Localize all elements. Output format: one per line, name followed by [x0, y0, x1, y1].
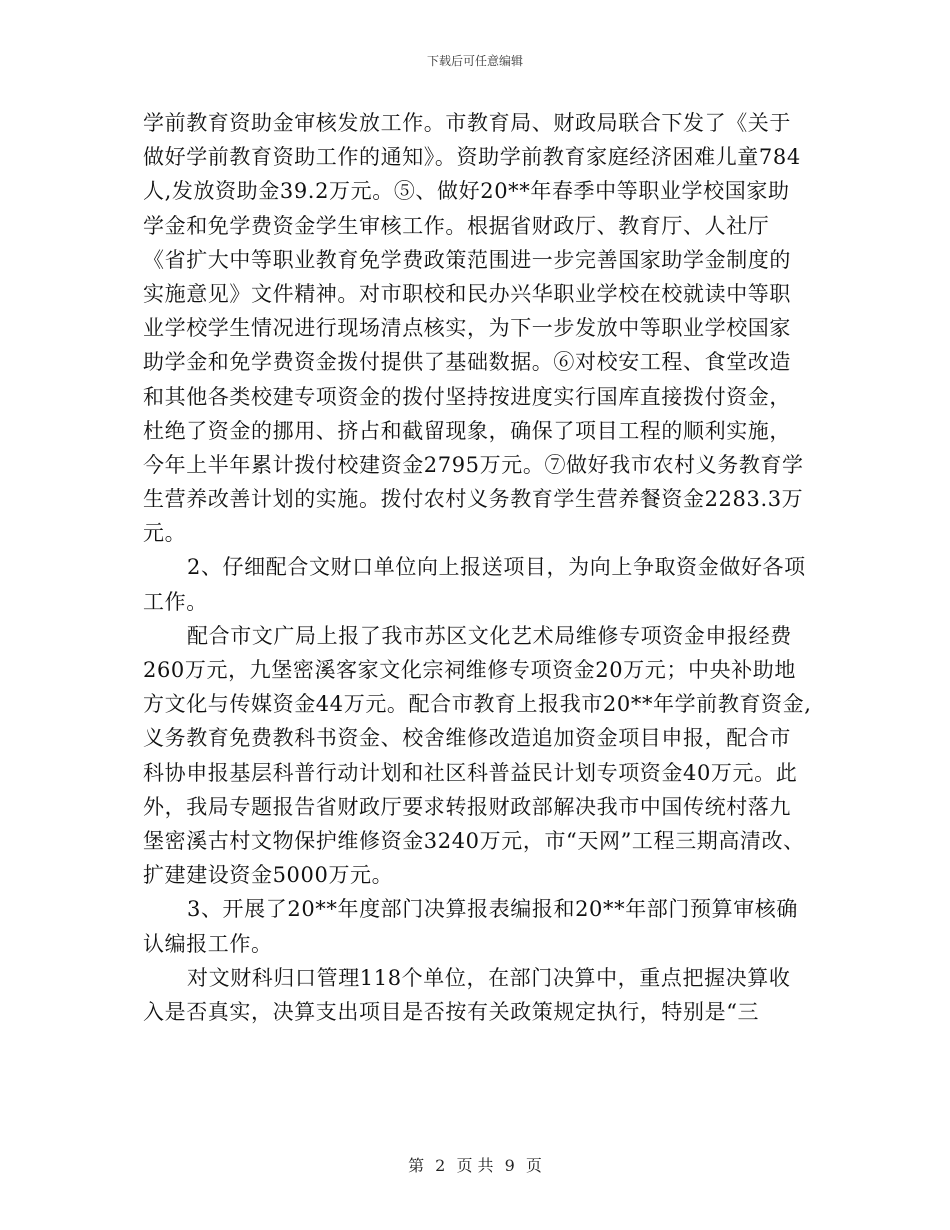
- text-line: 元。: [143, 521, 187, 546]
- text-line: 入是否真实，决算支出项目是否按有关政策规定执行，特别是“三: [143, 999, 760, 1024]
- page-header: 下载后可任意编辑: [426, 54, 523, 68]
- text-line: 做好学前教育资助工作的通知》。资助学前教育家庭经济困难儿童784: [143, 145, 801, 170]
- text-line: 《省扩大中等职业教育免学费政策范围进一步完善国家助学金制度的: [143, 247, 791, 272]
- section-heading: 3、开展了20**年度部门决算报表编报和20**年部门预算审核确: [187, 897, 799, 922]
- total-page-count: 9: [504, 1156, 515, 1175]
- text-line: 今年上半年累计拨付校建资金2795万元。⑦做好我市农村义务教育学: [143, 452, 804, 477]
- section-heading: 2、仔细配合文财口单位向上报送项目，为向上争取资金做好各项: [187, 555, 806, 580]
- text-line: 学前教育资助金审核发放工作。市教育局、财政局联合下发了《关于: [143, 111, 791, 135]
- footer-prefix: 第: [408, 1156, 425, 1175]
- text-line: 260万元，九堡密溪客家文化宗祠维修专项资金20万元；中央补助地: [143, 658, 797, 682]
- text-line: 方文化与传媒资金44万元。配合市教育上报我市20**年学前教育资金,: [143, 692, 812, 717]
- text-line: 助学金和免学费资金拨付提供了基础数据。⑥对校安工程、食堂改造: [143, 350, 791, 375]
- text-line: 生营养改善计划的实施。拨付农村义务教育学生营养餐资金2283.3万: [143, 487, 804, 512]
- text-line: 实施意见》文件精神。对市职校和民办兴华职业学校在校就读中等职: [143, 281, 791, 306]
- footer-middle: 页 共: [456, 1156, 494, 1175]
- text-line: 科协申报基层科普行动计划和社区科普益民计划专项资金40万元。此: [143, 760, 798, 785]
- text-line: 学金和免学费资金学生审核工作。根据省财政厅、教育厅、人社厅: [143, 213, 770, 238]
- text-line: 义务教育免费教科书资金、校舍维修改造追加资金项目申报，配合市: [143, 726, 791, 751]
- section-heading-cont: 认编报工作。: [143, 931, 273, 956]
- text-line: 外，我局专题报告省财政厅要求转报财政部解决我市中国传统村落九: [143, 794, 791, 819]
- current-page-number: 2: [435, 1156, 446, 1175]
- footer-suffix: 页: [525, 1156, 542, 1175]
- document-body: [143, 106, 813, 1029]
- paragraph-start: 对文财科归口管理118个单位，在部门决算中，重点把握决算收: [187, 965, 791, 990]
- text-line: 杜绝了资金的挪用、挤占和截留现象，确保了项目工程的顺利实施，: [143, 418, 791, 443]
- paragraph-start: 配合市文广局上报了我市苏区文化艺术局维修专项资金申报经费: [187, 623, 792, 648]
- text-line: 人,发放资助金39.2万元。⑤、做好20**年春季中等职业学校国家助: [143, 179, 790, 204]
- text-line: 堡密溪古村文物保护维修资金3240万元，市“天网”工程三期高清改、: [143, 828, 805, 853]
- page-footer: [0, 1153, 950, 1176]
- section-heading-cont: 工作。: [143, 589, 208, 614]
- text-line: 业学校学生情况进行现场清点核实，为下一步发放中等职业学校国家: [143, 316, 791, 341]
- text-line: 扩建建设资金5000万元。: [143, 863, 394, 888]
- text-line: 和其他各类校建专项资金的拨付坚持按进度实行国库直接拨付资金，: [143, 384, 791, 409]
